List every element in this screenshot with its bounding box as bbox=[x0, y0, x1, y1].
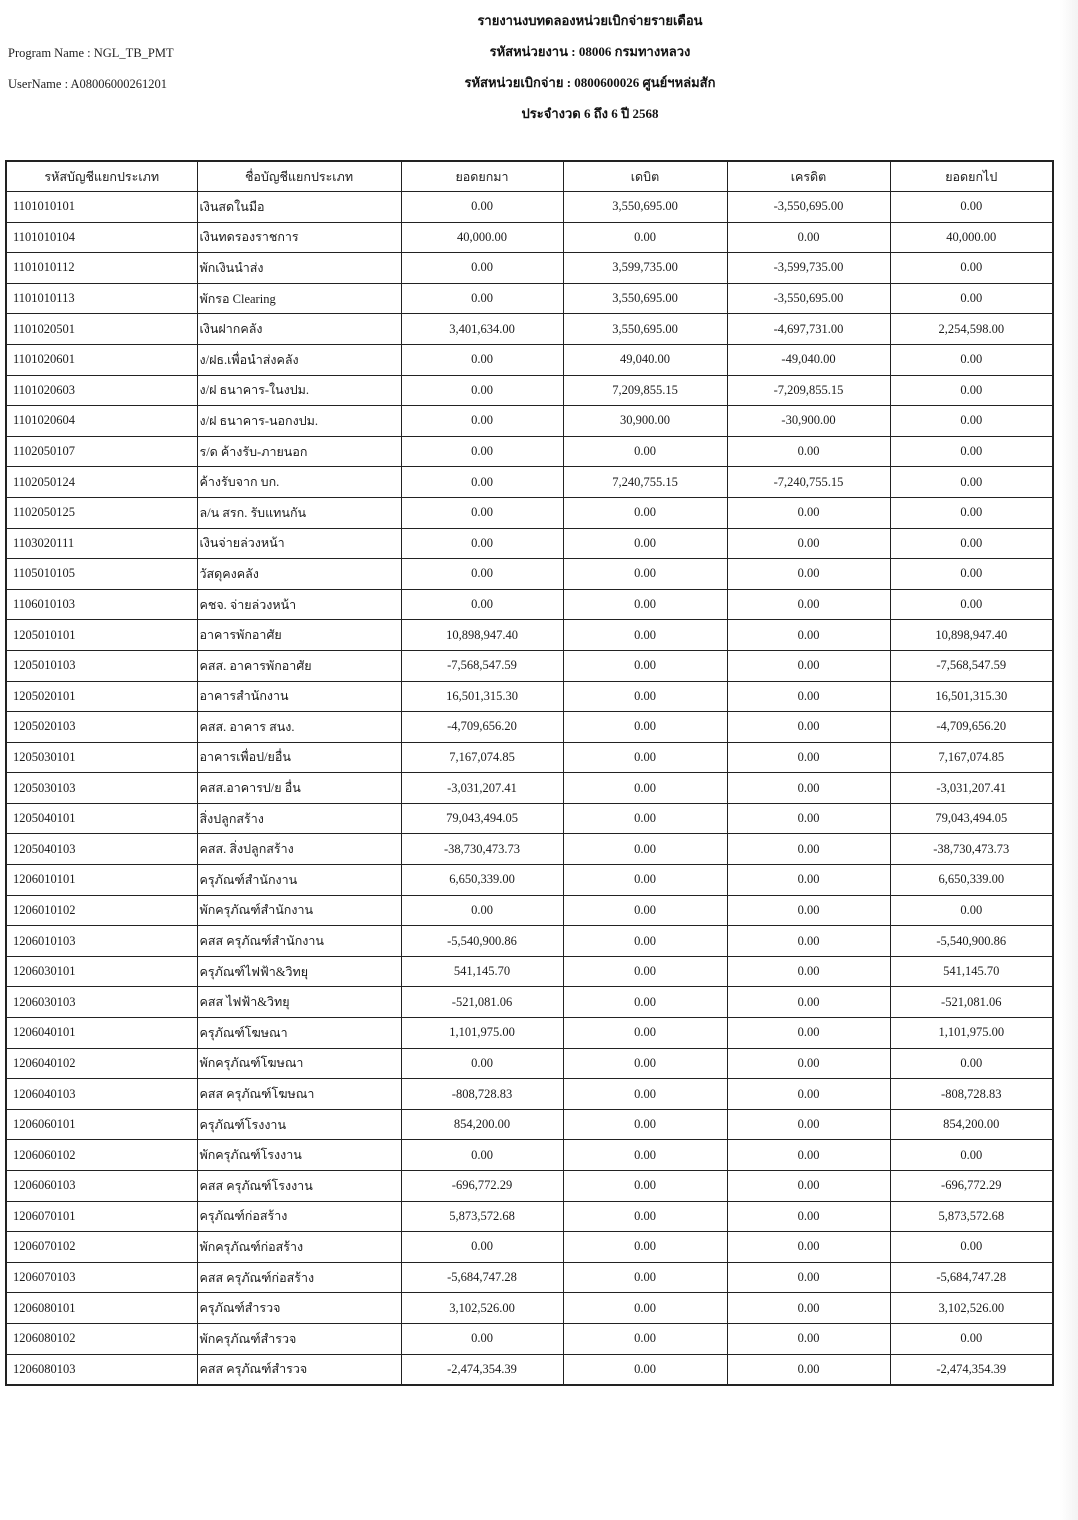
cell-opening-balance: 40,000.00 bbox=[401, 222, 563, 253]
table-row bbox=[6, 559, 1053, 590]
cell-credit: 0.00 bbox=[727, 1171, 890, 1202]
cell-account-name: คสส ครุภัณฑ์ก่อสร้าง bbox=[197, 1262, 401, 1293]
cell-closing-balance: -2,474,354.39 bbox=[890, 1354, 1053, 1385]
cell-account-name: คสส. อาคารพักอาศัย bbox=[197, 650, 401, 681]
cell-debit: 0.00 bbox=[563, 926, 727, 957]
cell-opening-balance: 79,043,494.05 bbox=[401, 803, 563, 834]
cell-credit: 0.00 bbox=[727, 1232, 890, 1263]
cell-credit: 0.00 bbox=[727, 1048, 890, 1079]
column-header-closing-balance: ยอดยกไป bbox=[890, 161, 1053, 192]
table-row bbox=[6, 253, 1053, 284]
table-row bbox=[6, 803, 1053, 834]
scan-edge-shade bbox=[1060, 0, 1078, 1520]
column-header-credit: เครดิต bbox=[727, 161, 890, 192]
table-row bbox=[6, 1109, 1053, 1140]
cell-closing-balance: 40,000.00 bbox=[890, 222, 1053, 253]
cell-account-code: 1101010113 bbox=[6, 283, 197, 314]
cell-account-name: เงินจ่ายล่วงหน้า bbox=[197, 528, 401, 559]
cell-opening-balance: -5,540,900.86 bbox=[401, 926, 563, 957]
table-row bbox=[6, 712, 1053, 743]
cell-credit: 0.00 bbox=[727, 834, 890, 865]
cell-account-code: 1206080102 bbox=[6, 1323, 197, 1354]
cell-account-code: 1206040102 bbox=[6, 1048, 197, 1079]
column-header-account-code: รหัสบัญชีแยกประเภท bbox=[6, 161, 197, 192]
cell-closing-balance: 2,254,598.00 bbox=[890, 314, 1053, 345]
cell-opening-balance: 0.00 bbox=[401, 467, 563, 498]
cell-credit: 0.00 bbox=[727, 773, 890, 804]
cell-debit: 0.00 bbox=[563, 773, 727, 804]
table-body bbox=[6, 192, 1053, 1386]
cell-account-code: 1206080101 bbox=[6, 1293, 197, 1324]
cell-credit: 0.00 bbox=[727, 650, 890, 681]
cell-account-name: พักรอ Clearing bbox=[197, 283, 401, 314]
cell-credit: 0.00 bbox=[727, 895, 890, 926]
cell-credit: 0.00 bbox=[727, 589, 890, 620]
cell-opening-balance: 0.00 bbox=[401, 1140, 563, 1171]
cell-closing-balance: -808,728.83 bbox=[890, 1079, 1053, 1110]
table-row bbox=[6, 1079, 1053, 1110]
cell-account-code: 1206040101 bbox=[6, 1018, 197, 1049]
user-name: UserName : A08006000261201 bbox=[8, 77, 168, 91]
cell-account-code: 1205010101 bbox=[6, 620, 197, 651]
cell-account-code: 1205040103 bbox=[6, 834, 197, 865]
cell-closing-balance: 0.00 bbox=[890, 192, 1053, 223]
cell-closing-balance: 16,501,315.30 bbox=[890, 681, 1053, 712]
cell-account-code: 1105010105 bbox=[6, 559, 197, 590]
cell-debit: 0.00 bbox=[563, 987, 727, 1018]
cell-debit: 0.00 bbox=[563, 222, 727, 253]
cell-debit: 0.00 bbox=[563, 895, 727, 926]
cell-account-name: คสส.อาคารป/ย อื่น bbox=[197, 773, 401, 804]
cell-closing-balance: 0.00 bbox=[890, 1323, 1053, 1354]
table-row bbox=[6, 1140, 1053, 1171]
cell-closing-balance: -3,031,207.41 bbox=[890, 773, 1053, 804]
cell-opening-balance: 0.00 bbox=[401, 436, 563, 467]
cell-closing-balance: -696,772.29 bbox=[890, 1171, 1053, 1202]
column-header-opening-balance: ยอดยกมา bbox=[401, 161, 563, 192]
cell-account-code: 1206060101 bbox=[6, 1109, 197, 1140]
table-row bbox=[6, 497, 1053, 528]
cell-opening-balance: -696,772.29 bbox=[401, 1171, 563, 1202]
table-row bbox=[6, 681, 1053, 712]
cell-debit: 7,240,755.15 bbox=[563, 467, 727, 498]
cell-account-name: ครุภัณฑ์โรงงาน bbox=[197, 1109, 401, 1140]
cell-credit: 0.00 bbox=[727, 956, 890, 987]
cell-account-name: วัสดุคงคลัง bbox=[197, 559, 401, 590]
cell-closing-balance: 1,101,975.00 bbox=[890, 1018, 1053, 1049]
cell-account-name: คสส ไฟฟ้า&วิทยุ bbox=[197, 987, 401, 1018]
cell-debit: 0.00 bbox=[563, 1048, 727, 1079]
cell-account-name: เงินสดในมือ bbox=[197, 192, 401, 223]
cell-opening-balance: 5,873,572.68 bbox=[401, 1201, 563, 1232]
cell-opening-balance: -808,728.83 bbox=[401, 1079, 563, 1110]
table-row bbox=[6, 1048, 1053, 1079]
cell-debit: 0.00 bbox=[563, 803, 727, 834]
cell-opening-balance: -3,031,207.41 bbox=[401, 773, 563, 804]
cell-account-name: คสส ครุภัณฑ์สำรวจ bbox=[197, 1354, 401, 1385]
cell-debit: 3,599,735.00 bbox=[563, 253, 727, 284]
cell-account-code: 1101010101 bbox=[6, 192, 197, 223]
cell-closing-balance: -5,540,900.86 bbox=[890, 926, 1053, 957]
cell-debit: 0.00 bbox=[563, 1079, 727, 1110]
cell-debit: 0.00 bbox=[563, 1018, 727, 1049]
cell-opening-balance: -38,730,473.73 bbox=[401, 834, 563, 865]
cell-closing-balance: 0.00 bbox=[890, 589, 1053, 620]
cell-account-name: อาคารพักอาศัย bbox=[197, 620, 401, 651]
cell-account-code: 1206070103 bbox=[6, 1262, 197, 1293]
cell-credit: -30,900.00 bbox=[727, 406, 890, 437]
cell-credit: 0.00 bbox=[727, 987, 890, 1018]
cell-debit: 0.00 bbox=[563, 559, 727, 590]
cell-debit: 3,550,695.00 bbox=[563, 283, 727, 314]
cell-opening-balance: 0.00 bbox=[401, 344, 563, 375]
cell-closing-balance: 0.00 bbox=[890, 436, 1053, 467]
cell-account-name: พักเงินนำส่ง bbox=[197, 253, 401, 284]
cell-account-code: 1206070101 bbox=[6, 1201, 197, 1232]
cell-closing-balance: 0.00 bbox=[890, 406, 1053, 437]
cell-credit: 0.00 bbox=[727, 559, 890, 590]
cell-credit: -7,209,855.15 bbox=[727, 375, 890, 406]
cell-closing-balance: -38,730,473.73 bbox=[890, 834, 1053, 865]
report-title: รายงานงบทดลองหน่วยเบิกจ่ายรายเดือน bbox=[477, 13, 703, 28]
cell-opening-balance: 0.00 bbox=[401, 497, 563, 528]
cell-account-name: คสส ครุภัณฑ์โรงงาน bbox=[197, 1171, 401, 1202]
cell-credit: 0.00 bbox=[727, 742, 890, 773]
cell-opening-balance: 0.00 bbox=[401, 895, 563, 926]
table-row bbox=[6, 467, 1053, 498]
cell-debit: 0.00 bbox=[563, 1201, 727, 1232]
cell-credit: 0.00 bbox=[727, 1140, 890, 1171]
cell-opening-balance: 0.00 bbox=[401, 375, 563, 406]
cell-debit: 0.00 bbox=[563, 742, 727, 773]
cell-opening-balance: 0.00 bbox=[401, 283, 563, 314]
cell-account-name: เงินทดรองราชการ bbox=[197, 222, 401, 253]
cell-account-code: 1205040101 bbox=[6, 803, 197, 834]
table-row bbox=[6, 1201, 1053, 1232]
trial-balance-table bbox=[5, 160, 1054, 1386]
cell-debit: 0.00 bbox=[563, 1109, 727, 1140]
cell-account-name: ค้างรับจาก บก. bbox=[197, 467, 401, 498]
cell-account-code: 1101020604 bbox=[6, 406, 197, 437]
table-row bbox=[6, 956, 1053, 987]
cell-credit: -3,599,735.00 bbox=[727, 253, 890, 284]
cell-credit: 0.00 bbox=[727, 1201, 890, 1232]
cell-closing-balance: 5,873,572.68 bbox=[890, 1201, 1053, 1232]
cell-debit: 0.00 bbox=[563, 956, 727, 987]
cell-debit: 49,040.00 bbox=[563, 344, 727, 375]
cell-account-name: ครุภัณฑ์สำนักงาน bbox=[197, 865, 401, 896]
cell-opening-balance: 541,145.70 bbox=[401, 956, 563, 987]
cell-account-name: ล/น สรก. รับแทนกัน bbox=[197, 497, 401, 528]
cell-opening-balance: 0.00 bbox=[401, 1323, 563, 1354]
cell-account-code: 1205020103 bbox=[6, 712, 197, 743]
cell-account-code: 1101010104 bbox=[6, 222, 197, 253]
table-row bbox=[6, 773, 1053, 804]
cell-opening-balance: 0.00 bbox=[401, 253, 563, 284]
cell-closing-balance: 0.00 bbox=[890, 497, 1053, 528]
cell-opening-balance: 3,102,526.00 bbox=[401, 1293, 563, 1324]
cell-account-code: 1102050107 bbox=[6, 436, 197, 467]
table-row bbox=[6, 314, 1053, 345]
cell-closing-balance: 0.00 bbox=[890, 253, 1053, 284]
cell-account-code: 1101020601 bbox=[6, 344, 197, 375]
cell-credit: 0.00 bbox=[727, 1293, 890, 1324]
cell-account-name: อาคารสำนักงาน bbox=[197, 681, 401, 712]
cell-closing-balance: 79,043,494.05 bbox=[890, 803, 1053, 834]
cell-account-name: คสส ครุภัณฑ์สำนักงาน bbox=[197, 926, 401, 957]
cell-debit: 0.00 bbox=[563, 865, 727, 896]
cell-account-name: สิ่งปลูกสร้าง bbox=[197, 803, 401, 834]
cell-credit: -49,040.00 bbox=[727, 344, 890, 375]
cell-credit: 0.00 bbox=[727, 865, 890, 896]
cell-account-code: 1101020501 bbox=[6, 314, 197, 345]
cell-debit: 0.00 bbox=[563, 1262, 727, 1293]
cell-credit: 0.00 bbox=[727, 712, 890, 743]
table-row bbox=[6, 834, 1053, 865]
cell-credit: 0.00 bbox=[727, 497, 890, 528]
cell-debit: 3,550,695.00 bbox=[563, 192, 727, 223]
table-row bbox=[6, 1354, 1053, 1385]
cell-opening-balance: 6,650,339.00 bbox=[401, 865, 563, 896]
table-row bbox=[6, 222, 1053, 253]
cell-account-code: 1101010112 bbox=[6, 253, 197, 284]
disbursing-unit-code: รหัสหน่วยเบิกจ่าย : 0800600026 ศูนย์ฯหล่มสัก bbox=[464, 75, 716, 90]
cell-account-code: 1102050125 bbox=[6, 497, 197, 528]
cell-credit: 0.00 bbox=[727, 1109, 890, 1140]
cell-closing-balance: 0.00 bbox=[890, 283, 1053, 314]
cell-debit: 0.00 bbox=[563, 528, 727, 559]
cell-credit: 0.00 bbox=[727, 681, 890, 712]
cell-account-name: ครุภัณฑ์ก่อสร้าง bbox=[197, 1201, 401, 1232]
table-row bbox=[6, 1293, 1053, 1324]
cell-closing-balance: 0.00 bbox=[890, 467, 1053, 498]
cell-debit: 0.00 bbox=[563, 1232, 727, 1263]
cell-debit: 0.00 bbox=[563, 1293, 727, 1324]
table-row bbox=[6, 283, 1053, 314]
cell-account-code: 1206010101 bbox=[6, 865, 197, 896]
cell-account-code: 1206060103 bbox=[6, 1171, 197, 1202]
cell-account-name: เงินฝากคลัง bbox=[197, 314, 401, 345]
cell-account-code: 1102050124 bbox=[6, 467, 197, 498]
cell-closing-balance: 10,898,947.40 bbox=[890, 620, 1053, 651]
table-header-row bbox=[6, 161, 1053, 192]
cell-account-name: พักครุภัณฑ์สำนักงาน bbox=[197, 895, 401, 926]
table-row bbox=[6, 192, 1053, 223]
cell-debit: 0.00 bbox=[563, 436, 727, 467]
cell-closing-balance: -5,684,747.28 bbox=[890, 1262, 1053, 1293]
cell-credit: 0.00 bbox=[727, 803, 890, 834]
cell-account-name: อาคารเพื่อป/ยอื่น bbox=[197, 742, 401, 773]
cell-debit: 0.00 bbox=[563, 1171, 727, 1202]
cell-credit: -3,550,695.00 bbox=[727, 283, 890, 314]
cell-closing-balance: 854,200.00 bbox=[890, 1109, 1053, 1140]
cell-account-code: 1206030101 bbox=[6, 956, 197, 987]
cell-debit: 0.00 bbox=[563, 1323, 727, 1354]
cell-opening-balance: 0.00 bbox=[401, 1232, 563, 1263]
cell-account-code: 1205020101 bbox=[6, 681, 197, 712]
cell-debit: 30,900.00 bbox=[563, 406, 727, 437]
cell-account-name: ง/ฝ ธนาคาร-ในงปม. bbox=[197, 375, 401, 406]
cell-closing-balance: -4,709,656.20 bbox=[890, 712, 1053, 743]
cell-account-code: 1206040103 bbox=[6, 1079, 197, 1110]
cell-closing-balance: 6,650,339.00 bbox=[890, 865, 1053, 896]
column-header-account-name: ชื่อบัญชีแยกประเภท bbox=[197, 161, 401, 192]
cell-credit: 0.00 bbox=[727, 926, 890, 957]
cell-debit: 0.00 bbox=[563, 712, 727, 743]
table-row bbox=[6, 375, 1053, 406]
cell-account-name: คสส ครุภัณฑ์โฆษณา bbox=[197, 1079, 401, 1110]
cell-account-code: 1106010103 bbox=[6, 589, 197, 620]
table-row bbox=[6, 895, 1053, 926]
cell-credit: 0.00 bbox=[727, 1323, 890, 1354]
table-row bbox=[6, 1323, 1053, 1354]
cell-account-code: 1205010103 bbox=[6, 650, 197, 681]
table-row bbox=[6, 1262, 1053, 1293]
cell-closing-balance: 0.00 bbox=[890, 1048, 1053, 1079]
cell-closing-balance: 0.00 bbox=[890, 1140, 1053, 1171]
table-row bbox=[6, 1171, 1053, 1202]
table-row bbox=[6, 865, 1053, 896]
cell-account-code: 1103020111 bbox=[6, 528, 197, 559]
agency-code: รหัสหน่วยงาน : 08006 กรมทางหลวง bbox=[489, 44, 691, 59]
cell-opening-balance: 1,101,975.00 bbox=[401, 1018, 563, 1049]
cell-opening-balance: 16,501,315.30 bbox=[401, 681, 563, 712]
cell-account-name: คชจ. จ่ายล่วงหน้า bbox=[197, 589, 401, 620]
cell-account-name: คสส. สิ่งปลูกสร้าง bbox=[197, 834, 401, 865]
cell-closing-balance: 0.00 bbox=[890, 528, 1053, 559]
table-row bbox=[6, 436, 1053, 467]
cell-opening-balance: 0.00 bbox=[401, 559, 563, 590]
cell-closing-balance: 3,102,526.00 bbox=[890, 1293, 1053, 1324]
cell-account-code: 1101020603 bbox=[6, 375, 197, 406]
table-row bbox=[6, 742, 1053, 773]
cell-opening-balance: -7,568,547.59 bbox=[401, 650, 563, 681]
table-row bbox=[6, 406, 1053, 437]
cell-closing-balance: -521,081.06 bbox=[890, 987, 1053, 1018]
program-name: Program Name : NGL_TB_PMT bbox=[8, 46, 174, 60]
table-row bbox=[6, 528, 1053, 559]
cell-closing-balance: 0.00 bbox=[890, 895, 1053, 926]
cell-credit: 0.00 bbox=[727, 1262, 890, 1293]
table-row bbox=[6, 589, 1053, 620]
cell-opening-balance: 0.00 bbox=[401, 406, 563, 437]
cell-account-code: 1206080103 bbox=[6, 1354, 197, 1385]
table-row bbox=[6, 1018, 1053, 1049]
cell-account-name: ง/ฝธ.เพื่อนำส่งคลัง bbox=[197, 344, 401, 375]
cell-opening-balance: 10,898,947.40 bbox=[401, 620, 563, 651]
cell-debit: 0.00 bbox=[563, 681, 727, 712]
cell-account-code: 1205030101 bbox=[6, 742, 197, 773]
cell-debit: 0.00 bbox=[563, 1354, 727, 1385]
cell-credit: 0.00 bbox=[727, 222, 890, 253]
cell-account-code: 1206030103 bbox=[6, 987, 197, 1018]
cell-debit: 0.00 bbox=[563, 834, 727, 865]
cell-closing-balance: 0.00 bbox=[890, 1232, 1053, 1263]
cell-opening-balance: 0.00 bbox=[401, 528, 563, 559]
report-period: ประจำงวด 6 ถึง 6 ปี 2568 bbox=[521, 106, 659, 121]
table-row bbox=[6, 650, 1053, 681]
cell-account-name: พักครุภัณฑ์โฆษณา bbox=[197, 1048, 401, 1079]
cell-debit: 0.00 bbox=[563, 497, 727, 528]
cell-opening-balance: 7,167,074.85 bbox=[401, 742, 563, 773]
cell-debit: 0.00 bbox=[563, 1140, 727, 1171]
cell-account-code: 1206010102 bbox=[6, 895, 197, 926]
table-row bbox=[6, 926, 1053, 957]
cell-opening-balance: 0.00 bbox=[401, 1048, 563, 1079]
cell-credit: 0.00 bbox=[727, 1354, 890, 1385]
cell-credit: 0.00 bbox=[727, 436, 890, 467]
cell-opening-balance: -5,684,747.28 bbox=[401, 1262, 563, 1293]
cell-account-name: ครุภัณฑ์โฆษณา bbox=[197, 1018, 401, 1049]
cell-credit: 0.00 bbox=[727, 620, 890, 651]
cell-credit: 0.00 bbox=[727, 528, 890, 559]
table-row bbox=[6, 1232, 1053, 1263]
cell-credit: -3,550,695.00 bbox=[727, 192, 890, 223]
cell-closing-balance: -7,568,547.59 bbox=[890, 650, 1053, 681]
cell-account-name: พักครุภัณฑ์โรงงาน bbox=[197, 1140, 401, 1171]
cell-closing-balance: 0.00 bbox=[890, 344, 1053, 375]
cell-account-code: 1205030103 bbox=[6, 773, 197, 804]
cell-opening-balance: -2,474,354.39 bbox=[401, 1354, 563, 1385]
cell-debit: 0.00 bbox=[563, 650, 727, 681]
cell-opening-balance: 3,401,634.00 bbox=[401, 314, 563, 345]
table-row bbox=[6, 987, 1053, 1018]
cell-credit: 0.00 bbox=[727, 1018, 890, 1049]
cell-account-name: คสส. อาคาร สนง. bbox=[197, 712, 401, 743]
cell-account-name: ง/ฝ ธนาคาร-นอกงปม. bbox=[197, 406, 401, 437]
cell-closing-balance: 7,167,074.85 bbox=[890, 742, 1053, 773]
cell-opening-balance: -4,709,656.20 bbox=[401, 712, 563, 743]
cell-credit: -4,697,731.00 bbox=[727, 314, 890, 345]
cell-opening-balance: 0.00 bbox=[401, 589, 563, 620]
cell-account-name: ร/ด ค้างรับ-ภายนอก bbox=[197, 436, 401, 467]
cell-debit: 3,550,695.00 bbox=[563, 314, 727, 345]
cell-debit: 0.00 bbox=[563, 589, 727, 620]
table-row bbox=[6, 344, 1053, 375]
cell-account-name: ครุภัณฑ์ไฟฟ้า&วิทยุ bbox=[197, 956, 401, 987]
cell-credit: -7,240,755.15 bbox=[727, 467, 890, 498]
cell-closing-balance: 541,145.70 bbox=[890, 956, 1053, 987]
cell-credit: 0.00 bbox=[727, 1079, 890, 1110]
cell-opening-balance: 0.00 bbox=[401, 192, 563, 223]
report-header bbox=[330, 10, 850, 134]
cell-account-code: 1206070102 bbox=[6, 1232, 197, 1263]
table-row bbox=[6, 620, 1053, 651]
cell-closing-balance: 0.00 bbox=[890, 559, 1053, 590]
cell-account-name: พักครุภัณฑ์สำรวจ bbox=[197, 1323, 401, 1354]
cell-debit: 7,209,855.15 bbox=[563, 375, 727, 406]
cell-account-name: ครุภัณฑ์สำรวจ bbox=[197, 1293, 401, 1324]
cell-account-code: 1206010103 bbox=[6, 926, 197, 957]
cell-opening-balance: -521,081.06 bbox=[401, 987, 563, 1018]
cell-closing-balance: 0.00 bbox=[890, 375, 1053, 406]
cell-debit: 0.00 bbox=[563, 620, 727, 651]
cell-account-name: พักครุภัณฑ์ก่อสร้าง bbox=[197, 1232, 401, 1263]
column-header-debit: เดบิต bbox=[563, 161, 727, 192]
cell-account-code: 1206060102 bbox=[6, 1140, 197, 1171]
cell-opening-balance: 854,200.00 bbox=[401, 1109, 563, 1140]
